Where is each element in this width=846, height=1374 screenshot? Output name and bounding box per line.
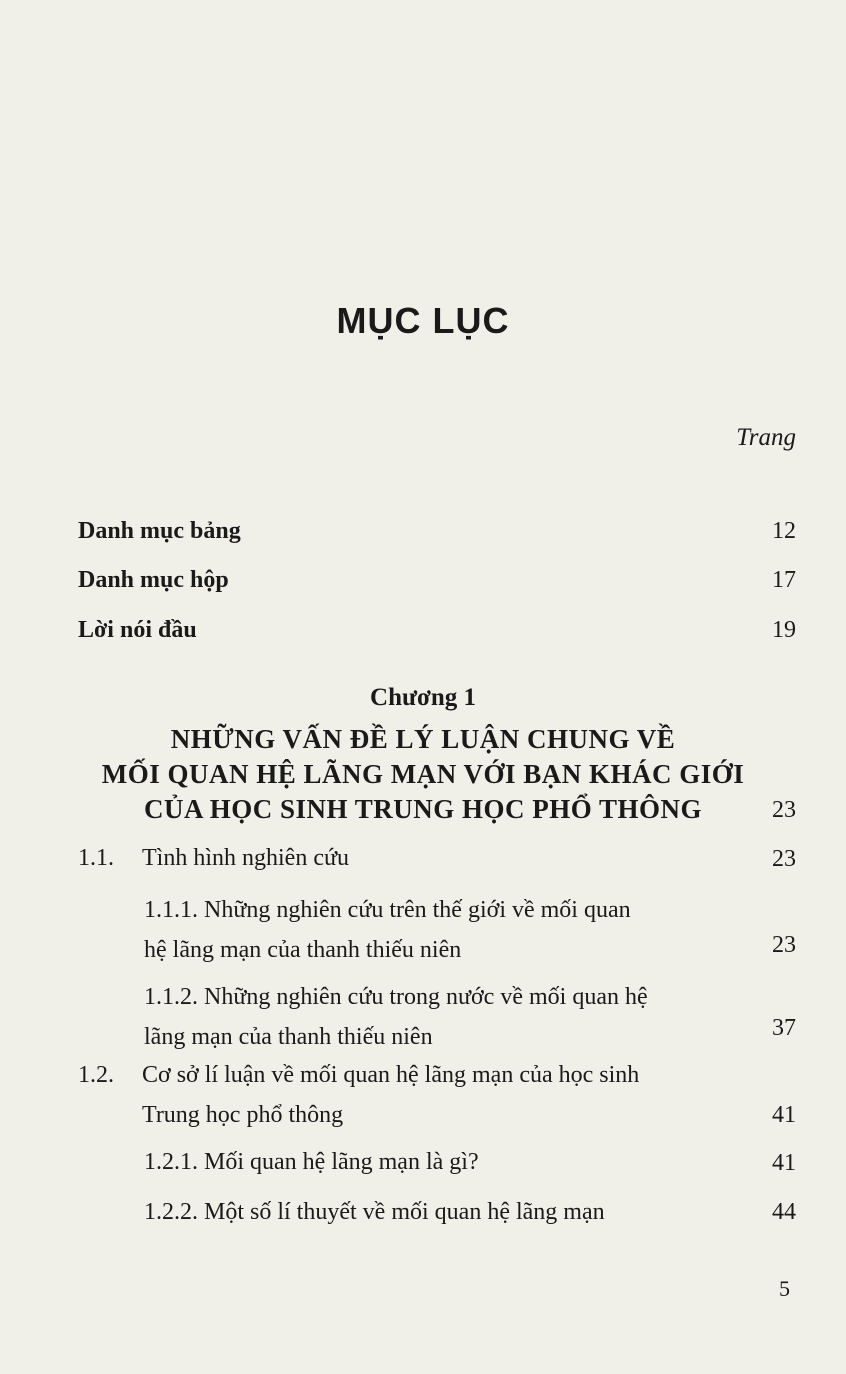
section-number: 1.1.	[78, 845, 114, 871]
chapter-page: 23	[772, 797, 796, 823]
toc-section-1-1-2	[144, 977, 714, 1057]
chapter-label: Chương 1	[370, 684, 476, 711]
toc-entry-label: Danh mục bảng	[78, 518, 241, 544]
toc-section-1-2-1	[144, 1142, 479, 1182]
section-title: Mối quan hệ lãng mạn là gì?	[204, 1149, 479, 1175]
toc-entry-list-of-boxes	[78, 567, 796, 594]
toc-entry-page: 12	[772, 518, 796, 544]
toc-entry-label: Danh mục hộp	[78, 567, 229, 593]
toc-entry-label: Lời nói đầu	[78, 617, 197, 643]
section-number: 1.1.1.	[144, 897, 198, 923]
section-title: Tình hình nghiên cứu	[142, 845, 349, 871]
section-number: 1.1.2.	[144, 984, 198, 1010]
toc-entry-page: 19	[772, 617, 796, 643]
section-title-line: Những nghiên cứu trên thế giới về mối quan	[204, 897, 631, 923]
toc-entry-page: 17	[772, 567, 796, 593]
section-page: 37	[772, 1015, 796, 1041]
chapter-title-line: CỦA HỌC SINH TRUNG HỌC PHỔ THÔNG	[143, 794, 703, 824]
chapter-title-line: MỐI QUAN HỆ LÃNG MẠN VỚI BẠN KHÁC GIỚI	[101, 759, 745, 789]
page-folio: 5	[779, 1276, 790, 1301]
section-number: 1.2.2.	[144, 1199, 198, 1225]
section-title-line: Những nghiên cứu trong nước về mối quan hệ	[204, 984, 648, 1010]
toc-entry-list-of-tables	[78, 518, 796, 545]
toc-section-1-2	[78, 1055, 728, 1135]
section-page: 23	[772, 846, 796, 872]
section-title-line: Trung học phổ thông	[142, 1102, 344, 1128]
section-title: Một số lí thuyết về mối quan hệ lãng mạn	[204, 1199, 605, 1225]
page-title: MỤC LỤC	[336, 300, 510, 341]
section-page: 23	[772, 932, 796, 958]
chapter-title-line: NHỮNG VẤN ĐỀ LÝ LUẬN CHUNG VỀ	[170, 724, 676, 754]
section-number: 1.2.1.	[144, 1149, 198, 1175]
section-title-line: lãng mạn của thanh thiếu niên	[144, 1024, 433, 1050]
section-number: 1.2.	[78, 1062, 114, 1088]
section-title-line: Cơ sở lí luận về mối quan hệ lãng mạn của học sinh	[142, 1062, 640, 1088]
section-title-line: hệ lãng mạn của thanh thiếu niên	[144, 937, 462, 963]
section-page: 41	[772, 1102, 796, 1128]
section-page: 41	[772, 1150, 796, 1176]
section-page: 44	[772, 1199, 796, 1225]
toc-section-1-1	[78, 838, 349, 878]
toc-section-1-1-1	[144, 890, 714, 970]
toc-section-1-2-2	[144, 1192, 605, 1232]
page-column-label: Trang	[736, 424, 796, 451]
toc-entry-preface	[78, 617, 796, 644]
